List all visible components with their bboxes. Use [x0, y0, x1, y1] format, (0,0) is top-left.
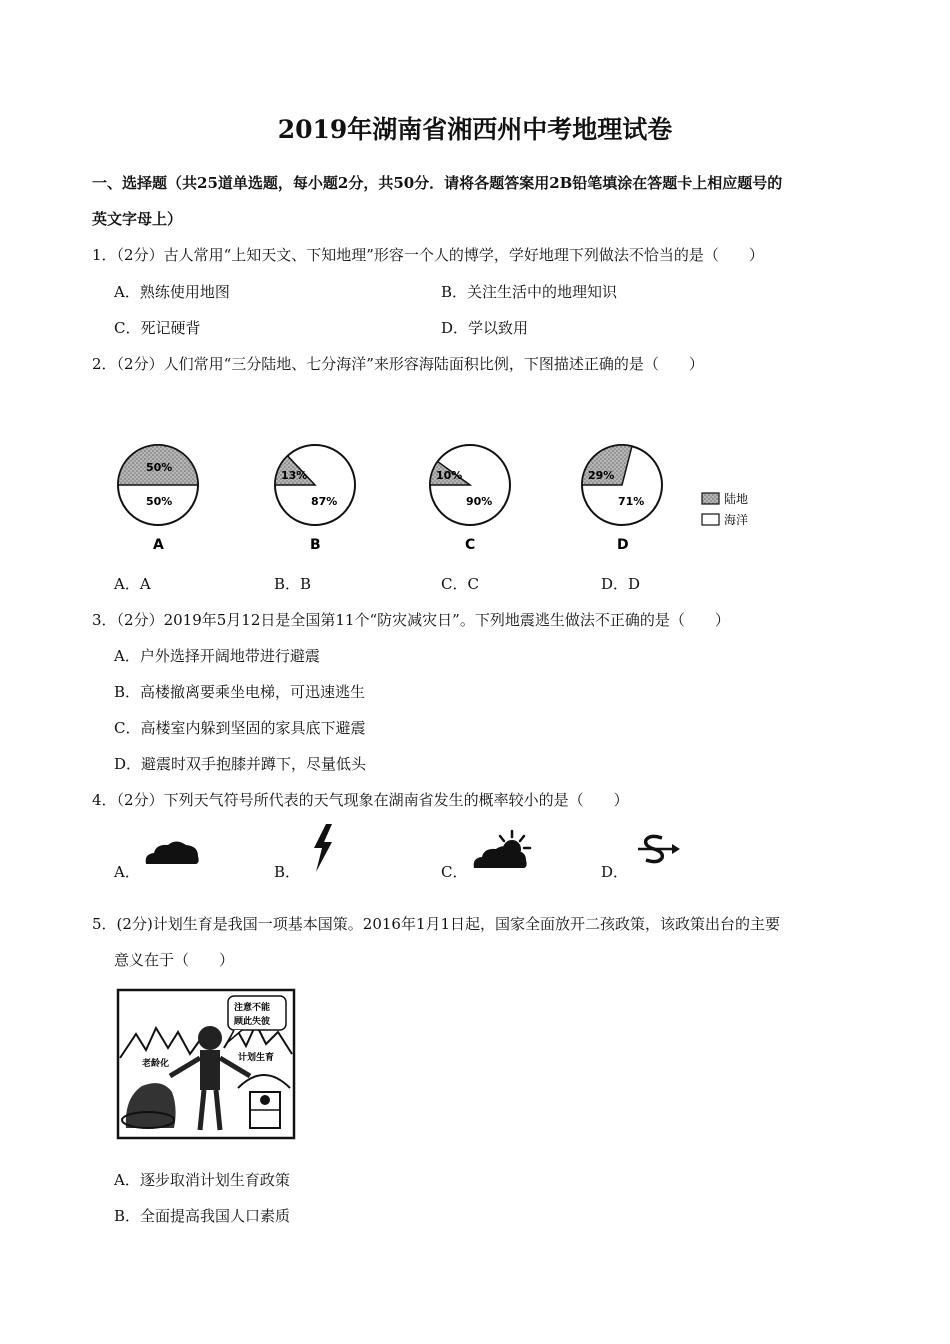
cartoon-label-aging: 老龄化: [142, 1059, 170, 1069]
q5-option-b: B．全面提高我国人口素质: [114, 1207, 291, 1225]
cartoon-bubble-text2: 顾此失彼: [234, 1017, 271, 1027]
q1-option-d: D．学以致用: [441, 319, 529, 337]
q4-option-c: C．: [441, 863, 468, 881]
page-title: 2019年湖南省湘西州中考地理试卷: [277, 115, 673, 144]
section-heading-line1: 一、选择题（共25道单选题，每小题2分，共50分．请将各题答案用2B铅笔填涂在答题卡上相应题号的: [92, 174, 783, 192]
cartoon-bubble-text1: 注意不能: [234, 1003, 271, 1013]
pie-a-caption: A: [153, 537, 164, 553]
q2-option-c: C．C: [441, 575, 479, 593]
q3-option-b: B．高楼撤离要乘坐电梯，可迅速逃生: [114, 683, 366, 701]
legend-ocean-swatch: [702, 514, 719, 525]
pie-c-caption: C: [465, 537, 476, 553]
pie-d-land-label: 29%: [588, 469, 615, 482]
pie-a-land-label: 50%: [146, 461, 173, 474]
section-heading-line2: 英文字母上）: [92, 210, 183, 228]
q5-stem-line1: 5．(2分)计划生育是我国一项基本国策。2016年1月1日起，国家全面放开二孩政策，该政策出台的主要: [92, 915, 781, 933]
q2-stem: 2．（2分）人们常用“三分陆地、七分海洋”来形容海陆面积比例，下图描述正确的是（ ）: [92, 355, 704, 373]
q1-option-c: C．死记硬背: [114, 319, 201, 337]
q1-option-b: B．关注生活中的地理知识: [441, 283, 618, 301]
cartoon-label-family-planning: 计划生育: [238, 1053, 275, 1063]
q4-option-d: D．: [601, 863, 629, 881]
legend-ocean-label: 海洋: [724, 513, 749, 527]
pie-b-land-label: 13%: [281, 469, 308, 482]
pie-c-land-label: 10%: [436, 469, 463, 482]
q3-option-d: D．避震时双手抱膝并蹲下，尽量低头: [114, 755, 367, 773]
pie-a-ocean-label: 50%: [146, 495, 173, 508]
q2-option-d: D．D: [601, 575, 641, 593]
legend-land-label: 陆地: [724, 492, 749, 506]
q3-stem: 3．（2分）2019年5月12日是全国第11个“防灾减灾日”。下列地震逃生做法不正确的是（ ）: [92, 611, 730, 629]
q4-option-b: B．: [274, 863, 301, 881]
q5-cartoon: [116, 988, 296, 1140]
lightning-icon: [308, 822, 338, 874]
q5-option-a: A．逐步取消计划生育政策: [114, 1171, 290, 1189]
legend-land-swatch: [702, 493, 719, 504]
q5-stem-line2: 意义在于（ ）: [114, 951, 235, 969]
pie-b-caption: B: [310, 537, 321, 553]
q3-option-c: C．高楼室内躲到坚固的家具底下避震: [114, 719, 366, 737]
pie-b-ocean-label: 87%: [311, 495, 338, 508]
pie-d-caption: D: [617, 537, 629, 553]
q1-stem: 1．（2分）古人常用“上知天文、下知地理”形容一个人的博学，学好地理下列做法不恰当的是（ ）: [92, 246, 764, 264]
pie-c-ocean-label: 90%: [466, 495, 493, 508]
q2-option-b: B．B: [274, 575, 312, 593]
q1-option-a: A．熟练使用地图: [114, 283, 230, 301]
sandstorm-icon: [636, 832, 682, 868]
partly-cloudy-icon: [472, 828, 536, 872]
pie-d-ocean-label: 71%: [618, 495, 645, 508]
q4-stem: 4．（2分）下列天气符号所代表的天气现象在湖南省发生的概率较小的是（ ）: [92, 791, 629, 809]
q3-option-a: A．户外选择开阔地带进行避震: [114, 647, 320, 665]
q2-pie-figure: [100, 430, 800, 560]
q4-option-a: A．: [114, 863, 140, 881]
q2-option-a: A．A: [114, 575, 151, 593]
overcast-cloud-icon: [142, 836, 202, 868]
